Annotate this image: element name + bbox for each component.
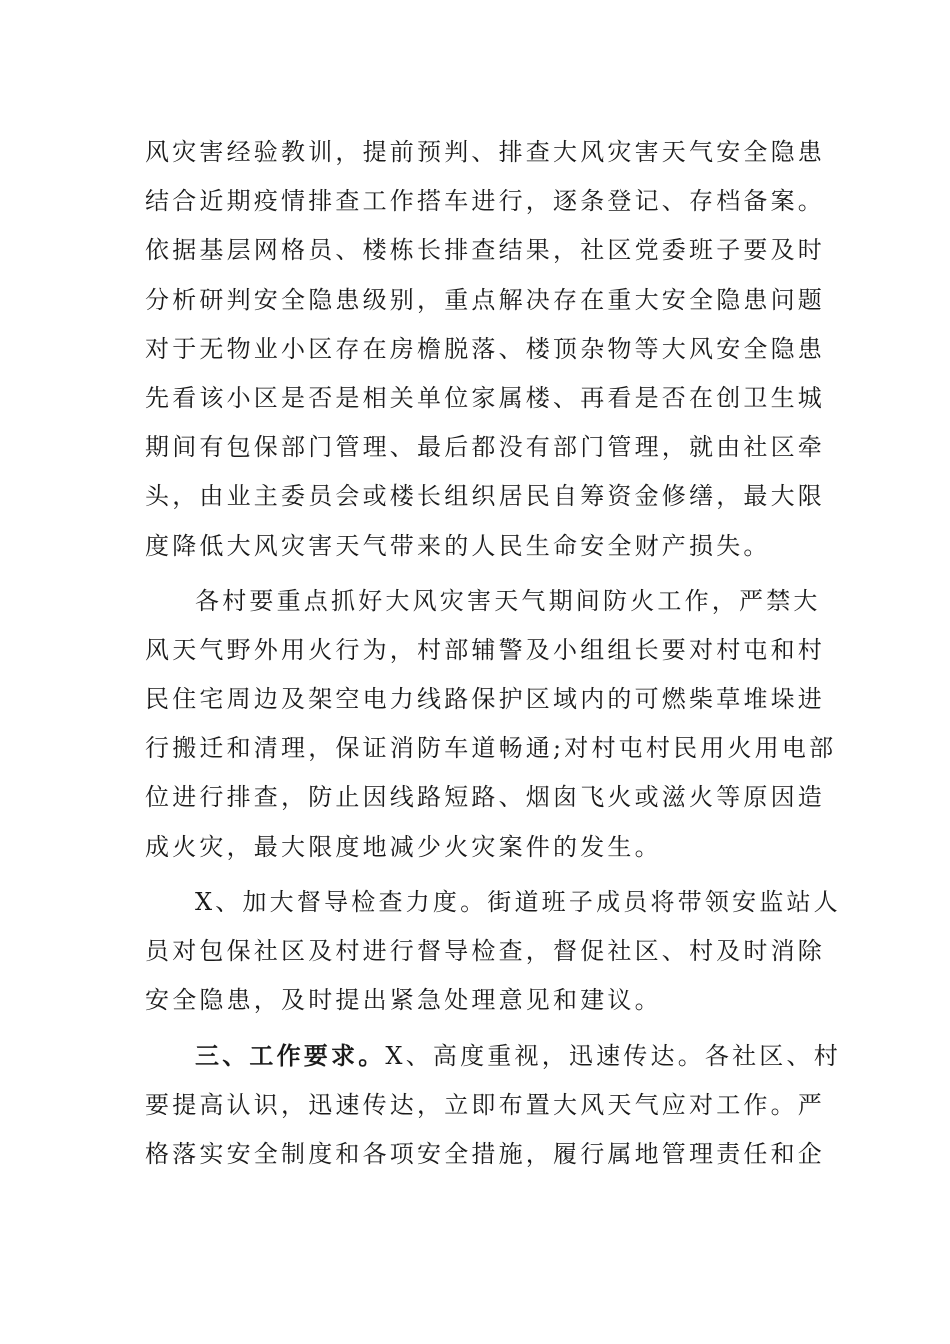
text-line: 期间有包保部门管理、最后都没有部门管理，就由社区牵 — [145, 433, 825, 462]
paragraph-3 — [145, 878, 841, 1026]
text-line: 成火灾，最大限度地减少火灾案件的发生。 — [145, 832, 662, 861]
text-run: X、高度重视，迅速传达。各社区、村 — [385, 1042, 841, 1071]
document-body — [145, 128, 841, 1179]
text-line: 风天气野外用火行为，村部辅警及小组组长要对村屯和村 — [145, 635, 825, 664]
text-line: 对于无物业小区存在房檐脱落、楼顶杂物等大风安全隐患 — [145, 334, 825, 363]
text-line: 头，由业主委员会或楼长组织居民自筹资金修缮，最大限 — [145, 482, 825, 511]
section-heading: 三、工作要求。 — [195, 1041, 386, 1071]
text-line-with-heading — [145, 1031, 841, 1080]
text-line: 要提高认识，迅速传达，立即布置大风天气应对工作。严 — [145, 1090, 825, 1119]
paragraph-2 — [145, 577, 837, 872]
text-line: 度降低大风灾害天气带来的人民生命安全财产损失。 — [145, 531, 771, 560]
text-line: 行搬迁和清理，保证消防车道畅通;对村屯村民用火用电部 — [145, 734, 837, 763]
paragraph-4 — [145, 1031, 841, 1179]
text-line: 民住宅周边及架空电力线路保护区域内的可燃柴草堆垛进 — [145, 685, 825, 714]
text-line: 位进行排查，防止因线路短路、烟囱飞火或滋火等原因造 — [145, 783, 825, 812]
text-line: 依据基层网格员、楼栋长排查结果，社区党委班子要及时 — [145, 236, 825, 265]
text-line: 各村要重点抓好大风灾害天气期间防火工作，严禁大 — [195, 586, 821, 615]
text-line: 员对包保社区及村进行督导检查，督促社区、村及时消除 — [145, 937, 825, 965]
text-line: 分析研判安全隐患级别，重点解决存在重大安全隐患问题 — [145, 285, 825, 314]
text-line: 格落实安全制度和各项安全措施，履行属地管理责任和企 — [145, 1139, 825, 1168]
text-line: 安全隐患，及时提出紧急处理意见和建议。 — [145, 986, 662, 1015]
text-line: 先看该小区是否是相关单位家属楼、再看是否在创卫生城 — [145, 383, 825, 412]
text-line: 风灾害经验教训，提前预判、排查大风灾害天气安全隐患 — [145, 138, 825, 166]
paragraph-1 — [145, 128, 825, 571]
text-line: 结合近期疫情排查工作搭车进行，逐条登记、存档备案。 — [145, 187, 825, 216]
text-line: X、加大督导检查力度。街道班子成员将带领安监站人 — [195, 887, 841, 916]
